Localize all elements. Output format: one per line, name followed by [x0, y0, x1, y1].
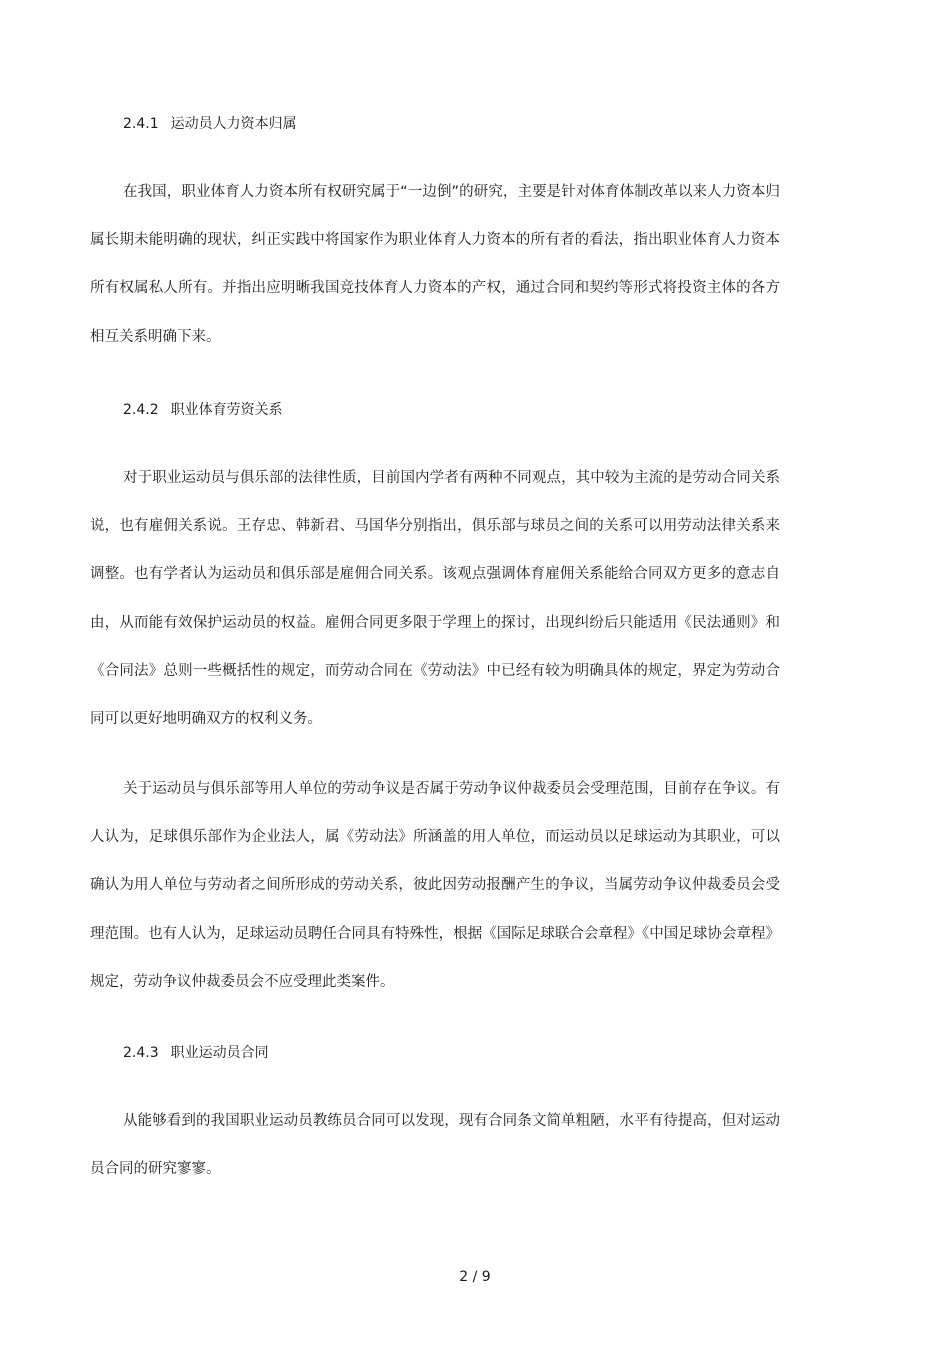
section-number: 2.4.3: [123, 1045, 159, 1061]
paragraph: 从能够看到的我国职业运动员教练员合同可以发现，现有合同条文简单粗陋，水平有待提高，但对运动员合同的研究寥寥。: [90, 1113, 780, 1178]
paragraph: 在我国，职业体育人力资本所有权研究属于“一边倒”的研究，主要是针对体育体制改革以来人力资本归属长期未能明确的现状，纠正实践中将国家作为职业体育人力资本的所有者的看法，指出职业体育人力资本所有权属私人所有。并指出应明晰我国竞技体育人力资本的产权，通过合同和契约等形式将投资主体的各方相互关系明确下来。: [90, 184, 780, 345]
page-number: 2 / 9: [459, 1269, 491, 1285]
section-heading-2-4-1: [123, 114, 297, 134]
paragraph: 关于运动员与俱乐部等用人单位的劳动争议是否属于劳动争议仲裁委员会受理范围，目前存在争议。有人认为，足球俱乐部作为企业法人，属《劳动法》所涵盖的用人单位，而运动员以足球运动为其职业，可以确认为用人单位与劳动者之间所形成的劳动关系，彼此因劳动报酬产生的争议，当属劳动争议仲裁委员会受理范围。也有人认为，足球运动员聘任合同具有特殊性，根据《国际足球联合会章程》《中国足球协会章程》规定，劳动争议仲裁委员会不应受理此类案件。: [90, 781, 780, 990]
section-title: 运动员人力资本归属: [170, 116, 297, 132]
section-heading-2-4-2: [123, 400, 283, 420]
section-heading-2-4-3: [123, 1043, 269, 1063]
paragraph: 对于职业运动员与俱乐部的法律性质，目前国内学者有两种不同观点，其中较为主流的是劳动合同关系说，也有雇佣关系说。王存忠、韩新君、马国华分别指出，俱乐部与球员之间的关系可以用劳动法律关系来调整。也有学者认为运动员和俱乐部是雇佣合同关系。该观点强调体育雇佣关系能给合同双方更多的意志自由，从而能有效保护运动员的权益。雇佣合同更多限于学理上的探讨，出现纠纷后只能适用《民法通则》和《合同法》总则一些概括性的规定，而劳动合同在《劳动法》中已经有较为明确具体的规定，界定为劳动合同可以更好地明确双方的权利义务。: [90, 470, 780, 728]
section-number: 2.4.1: [123, 116, 159, 132]
section-title: 职业运动员合同: [170, 1045, 269, 1061]
section-title: 职业体育劳资关系: [170, 402, 283, 418]
section-number: 2.4.2: [123, 402, 159, 418]
